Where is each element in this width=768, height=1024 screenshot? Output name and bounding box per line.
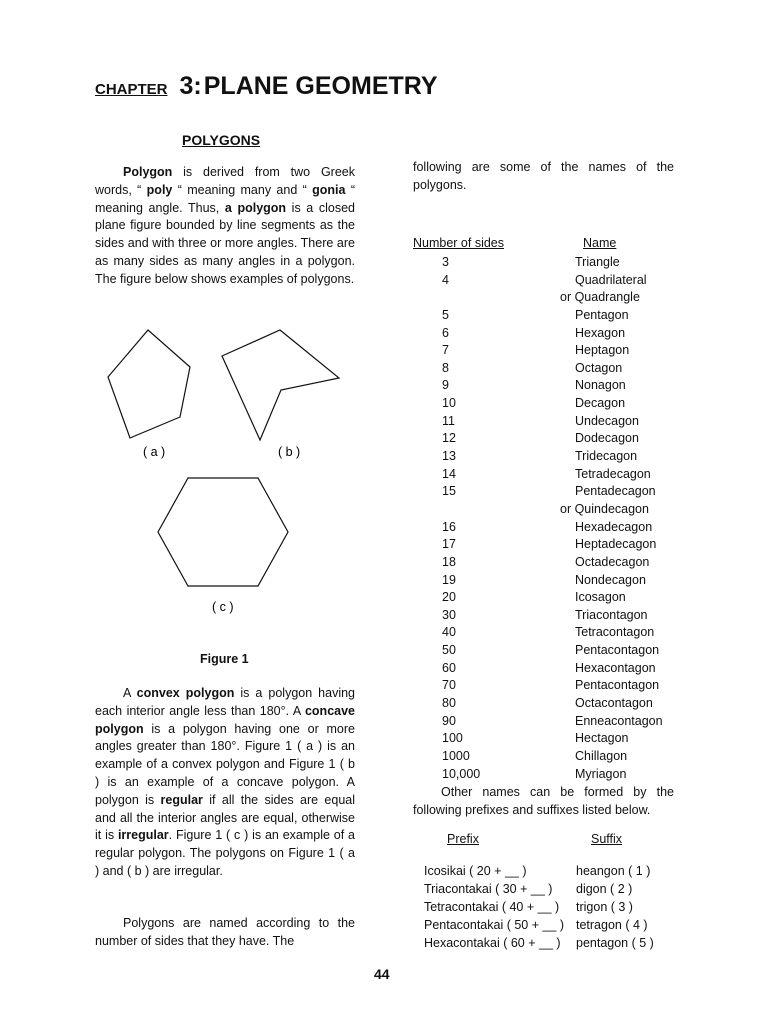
number-of-sides-cell: 18 [442,554,456,569]
chapter-heading [95,72,438,101]
table-row [413,678,683,696]
polygon-name-cell: Triangle [575,255,620,269]
table-row [413,255,683,273]
paragraph-prefix-suffix-intro: Other names can be formed by the following prefixes and suffixes listed below. [413,785,674,817]
chapter-title: PLANE GEOMETRY [203,72,438,100]
table-row [413,414,683,432]
text-span: is derived from two Greek words, “ [95,165,355,197]
table-row [413,590,683,608]
table-row [413,467,683,485]
polygon-name-cell: Octagon [575,360,623,375]
text-span: is a closed plane figure bounded by line segments as the sides and with three or more angles. There are as many sides as many angles in a polygon. The figure below shows examples of polygons. [95,200,356,286]
paragraph-convex-concave [95,685,355,881]
table-row [413,449,683,467]
table-row [413,520,683,538]
number-of-sides-cell: 4 [442,272,449,287]
table-row [413,767,683,785]
number-of-sides-cell: 19 [442,572,456,587]
caption-c: ( c ) [212,600,234,614]
polygon-name-cell: Octacontagon [575,696,653,711]
figure-1-polygons [95,320,355,650]
paragraph-naming: Polygons are named according to the number of sides that they have. The [95,916,355,948]
number-of-sides-cell: 10,000 [442,766,481,781]
suffix-cell: digon ( 2 ) [576,882,633,896]
number-of-sides-cell: 5 [442,307,449,322]
term-a-polygon: a polygon [224,200,287,215]
text-span: is a polygon having one or more angles greater than 180°. Figure 1 ( a ) is an example of a convex polygon and Figure 1 ( b ) is an example of a concave polygon. A polygon is [95,721,355,807]
header-prefix: Prefix [447,832,479,846]
number-of-sides-cell: 11 [442,413,455,428]
suffix-cell: pentagon ( 5 ) [576,936,654,950]
polygon-name-cell: Dodecagon [575,431,639,446]
prefix-cell: Tetracontakai ( 40 + __ ) [424,900,560,914]
number-of-sides-cell: 12 [442,431,456,446]
prefix-cell: Icosikai ( 20 + __ ) [424,864,527,878]
polygon-name-cell: Hexadecagon [575,519,653,534]
number-of-sides-cell: 9 [442,378,449,393]
prefix-cell: Pentacontakai ( 50 + __ ) [424,918,565,932]
table-row [413,502,683,520]
term-polygon: Polygon [123,165,173,179]
paragraph-names-intro: following are some of the names of the polygons. [413,160,674,192]
header-suffix: Suffix [591,832,623,846]
number-of-sides-cell: 70 [442,678,456,693]
chapter-number: 3: [179,72,202,100]
term-concave-polygon: concave polygon [95,703,355,736]
term-convex-polygon: convex polygon [136,686,235,700]
number-of-sides-cell: 30 [442,607,456,622]
number-of-sides-cell: 10 [442,396,456,411]
table-body [413,255,683,784]
table-row [413,537,683,555]
table-row [413,573,683,591]
number-of-sides-cell: 6 [442,325,449,340]
figure-title: Figure 1 [200,652,249,666]
table-row [413,343,683,361]
polygon-name-cell: Hexagon [575,325,626,340]
number-of-sides-cell: 16 [442,519,456,534]
polygon-name-cell: Nonagon [575,378,626,393]
number-of-sides-cell: 20 [442,590,456,605]
term-irregular: irregular [117,828,169,843]
suffix-cell: heangon ( 1 ) [576,864,651,878]
polygon-name-cell: Octadecagon [575,554,650,569]
table-row [413,396,683,414]
term-poly: poly [146,182,173,197]
polygon-name-cell: Nondecagon [575,572,646,587]
polygon-names-table [413,236,683,784]
chapter-label: CHAPTER [95,81,168,98]
text-span: A [123,686,137,700]
text-span: is a polygon having each interior angle less than 180°. A [95,686,356,718]
table-row [413,731,683,749]
regular-hexagon-c [158,478,288,586]
number-of-sides-cell: 40 [442,625,456,640]
polygon-name-cell: Hectagon [575,731,629,746]
number-of-sides-cell: 14 [442,466,456,481]
polygon-name-cell: Hexacontagon [575,660,656,675]
polygon-name-cell: Myriagon [575,766,627,781]
polygon-name-cell: Heptagon [575,343,630,358]
polygon-name-cell: Undecagon [575,413,639,428]
table-row [413,608,683,626]
polygon-name-cell: Icosagon [575,590,626,605]
polygon-name-cell: Pentacontagon [575,643,660,658]
number-of-sides-cell: 50 [442,643,456,658]
table-row [413,625,683,643]
number-of-sides-cell: 3 [442,255,449,269]
prefix-cell: Triacontakai ( 30 + __ ) [424,882,553,896]
text-span: if all the sides are equal and all the interior angles are equal, otherwise it is [95,792,355,843]
paragraph-polygon-definition [95,164,355,289]
table-row [413,749,683,767]
polygon-name-cell: Quadrilateral [575,272,647,287]
number-of-sides-cell: 100 [442,731,463,746]
table-row [413,714,683,732]
caption-a: ( a ) [143,445,166,459]
table-row [413,661,683,679]
prefix-cell: Hexacontakai ( 60 + __ ) [424,936,561,950]
polygon-name-cell: Pentagon [575,307,629,322]
table-header [413,236,683,255]
polygon-name-cell: Tetradecagon [575,466,651,481]
text-span: “ meaning angle. Thus, [95,182,355,215]
table-row [413,273,683,291]
term-gonia: gonia [312,182,346,197]
number-of-sides-cell: 15 [442,484,456,499]
table-row [413,308,683,326]
table-row [413,431,683,449]
number-of-sides-cell: 80 [442,696,456,711]
header-number-of-sides: Number of sides [413,236,505,250]
number-of-sides-cell: 90 [442,713,456,728]
polygon-name-cell: Pentacontagon [575,678,660,693]
table-row [413,643,683,661]
number-of-sides-cell: 17 [442,537,456,552]
number-of-sides-cell: 60 [442,660,456,675]
polygon-name-cell: Decagon [575,396,626,411]
polygon-name-cell: Pentadecagon [575,484,656,499]
term-regular: regular [160,792,203,807]
table-row [413,555,683,573]
number-of-sides-cell: 7 [442,343,449,358]
table-row [413,696,683,714]
section-title: POLYGONS [182,132,261,148]
text-span: “ meaning many and “ [172,182,313,197]
polygon-name-cell: Chillagon [575,748,628,763]
table-row [413,378,683,396]
number-of-sides-cell: 8 [442,360,449,375]
convex-polygon-a [108,330,190,438]
polygon-name-cell: Triacontagon [575,607,648,622]
caption-b: ( b ) [278,445,301,459]
number-of-sides-cell: 13 [442,449,456,464]
concave-polygon-b [222,330,339,440]
text-span: . Figure 1 ( c ) is an example of a regular polygon. The polygons on Figure 1 ( a ) and ( b ) are irregular. [95,828,355,878]
page-number: 44 [374,966,390,982]
polygon-name-cell: or Quadrangle [560,290,640,305]
table-row [413,484,683,502]
polygon-name-cell: Heptadecagon [575,537,657,552]
table-row [413,290,683,308]
polygon-name-cell: or Quindecagon [560,501,649,516]
suffix-cell: trigon ( 3 ) [576,900,633,914]
header-name: Name [583,236,617,250]
number-of-sides-cell: 1000 [442,748,470,763]
polygon-name-cell: Enneacontagon [575,713,663,728]
suffix-cell: tetragon ( 4 ) [576,918,648,932]
table-row [413,361,683,379]
polygon-name-cell: Tetracontagon [575,625,655,640]
table-row [413,326,683,344]
polygon-name-cell: Tridecagon [575,449,638,464]
